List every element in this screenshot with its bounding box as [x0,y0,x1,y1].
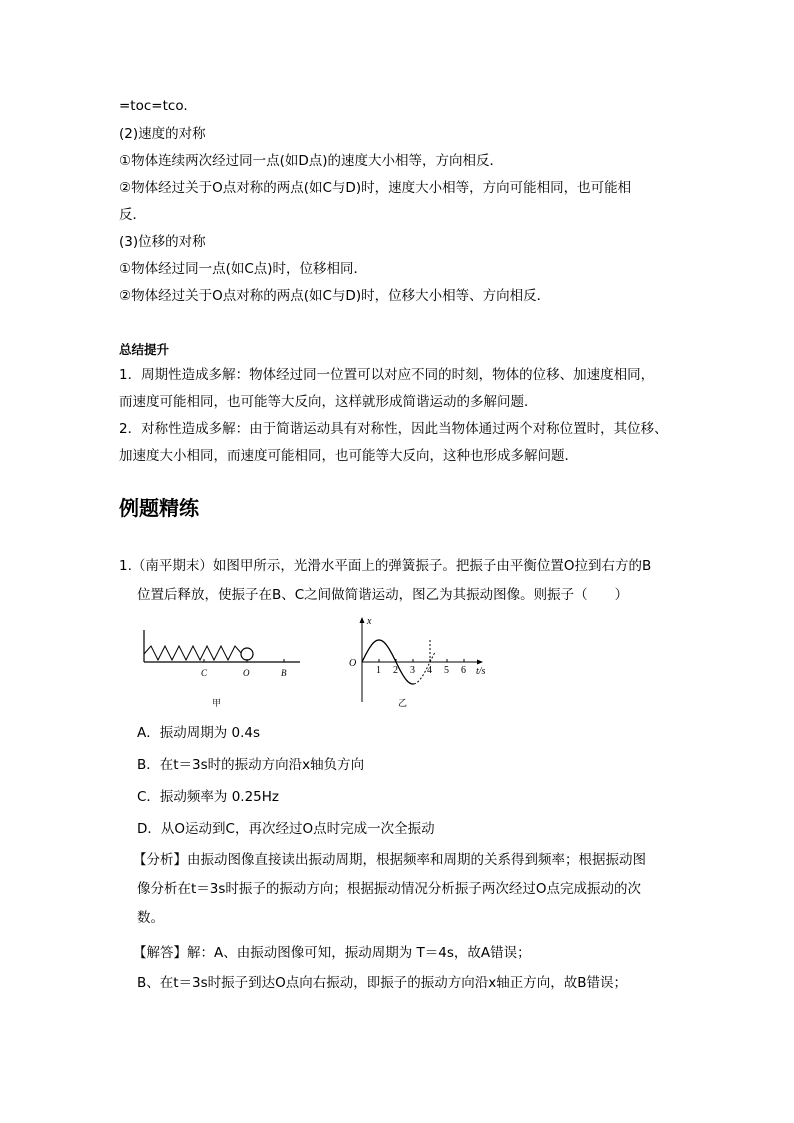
y-axis-label: x [367,616,372,627]
label-o: O [243,668,250,678]
spring [144,646,242,660]
origin-label: O [349,658,357,669]
displacement-symmetry-title: (3)位移的对称 [119,234,206,250]
option-c: C．振动频率为 0.25Hz [137,789,280,805]
x-tick-label: 4 [427,665,432,676]
displacement-point-1: ①物体经过同一点(如C点)时，位移相同． [119,261,368,277]
section-title: 例题精练 [119,496,199,520]
answer-line-1: 【解答】解：A、由振动图像可知，振动周期为 T＝4s，故A错误； [133,945,531,961]
x-tick-label: 1 [376,665,381,676]
speed-point-2: ②物体经过关于O点对称的两点(如C与D)时，速度大小相等，方向可能相同，也可能相 [119,180,632,196]
analysis-line-3: 数。 [137,910,164,926]
answer-line-2: B、在t＝3s时振子到达O点向右振动，即振子的振动方向沿x轴正方向，故B错误； [137,975,628,991]
equation-line: =toc=tco. [119,98,188,114]
caption-yi: 乙 [398,698,408,708]
option-b: B．在t＝3s时的振动方向沿x轴负方向 [137,757,365,773]
figure-yi-vibration-graph [340,612,500,712]
speed-point-1: ①物体连续两次经过同一点(如D点)的速度大小相等，方向相反． [119,153,504,169]
figure-jia-spring-oscillator [138,626,308,712]
speed-point-2-cont: 反． [119,207,146,223]
summary-1: 1．周期性造成多解：物体经过同一位置可以对应不同的时刻，物体的位移、加速度相同， [119,367,655,383]
speed-symmetry-title: (2)速度的对称 [119,126,206,142]
x-axis-label: t/s [476,666,486,677]
x-tick-label: 5 [444,665,449,676]
x-tick-label: 2 [393,665,398,676]
label-b: B [281,668,287,678]
option-d: D．从O运动到C，再次经过O点时完成一次全振动 [137,821,435,837]
x-tick-label: 3 [410,665,415,676]
y-axis-arrow [360,617,365,623]
analysis-line-2: 像分析在t＝3s时振子的振动方向；根据振动情况分析振子两次经过O点完成振动的次 [137,881,642,897]
question-1: 1.（南平期末）如图甲所示，光滑水平面上的弹簧振子。把振子由平衡位置O拉到右方的B [119,558,652,574]
x-axis-arrow [477,660,483,665]
option-a: A．振动周期为 0.4s [137,725,261,741]
summary-2-cont: 加速度大小相同，而速度可能相同，也可能等大反向，这种也形成多解问题． [119,448,578,464]
displacement-point-2: ②物体经过关于O点对称的两点(如C与D)时，位移大小相等、方向相反． [119,288,551,304]
x-tick-label: 6 [461,665,466,676]
caption-jia: 甲 [212,698,222,708]
label-c: C [201,668,208,678]
analysis-line-1: 【分析】由振动图像直接读出振动周期，根据频率和周期的关系得到频率；根据振动图 [133,852,646,868]
question-1-cont: 位置后释放，使振子在B、C之间做简谐运动，图乙为其振动图像。则振子（ ） [137,587,629,603]
oscillator-ball [241,648,253,660]
summary-title: 总结提升 [119,342,170,357]
summary-1-cont: 而速度可能相同，也可能等大反向，这样就形成简谐运动的多解问题． [119,394,538,410]
summary-2: 2．对称性造成多解：由于简谐运动具有对称性，因此当物体通过两个对称位置时，其位移、 [119,421,668,437]
